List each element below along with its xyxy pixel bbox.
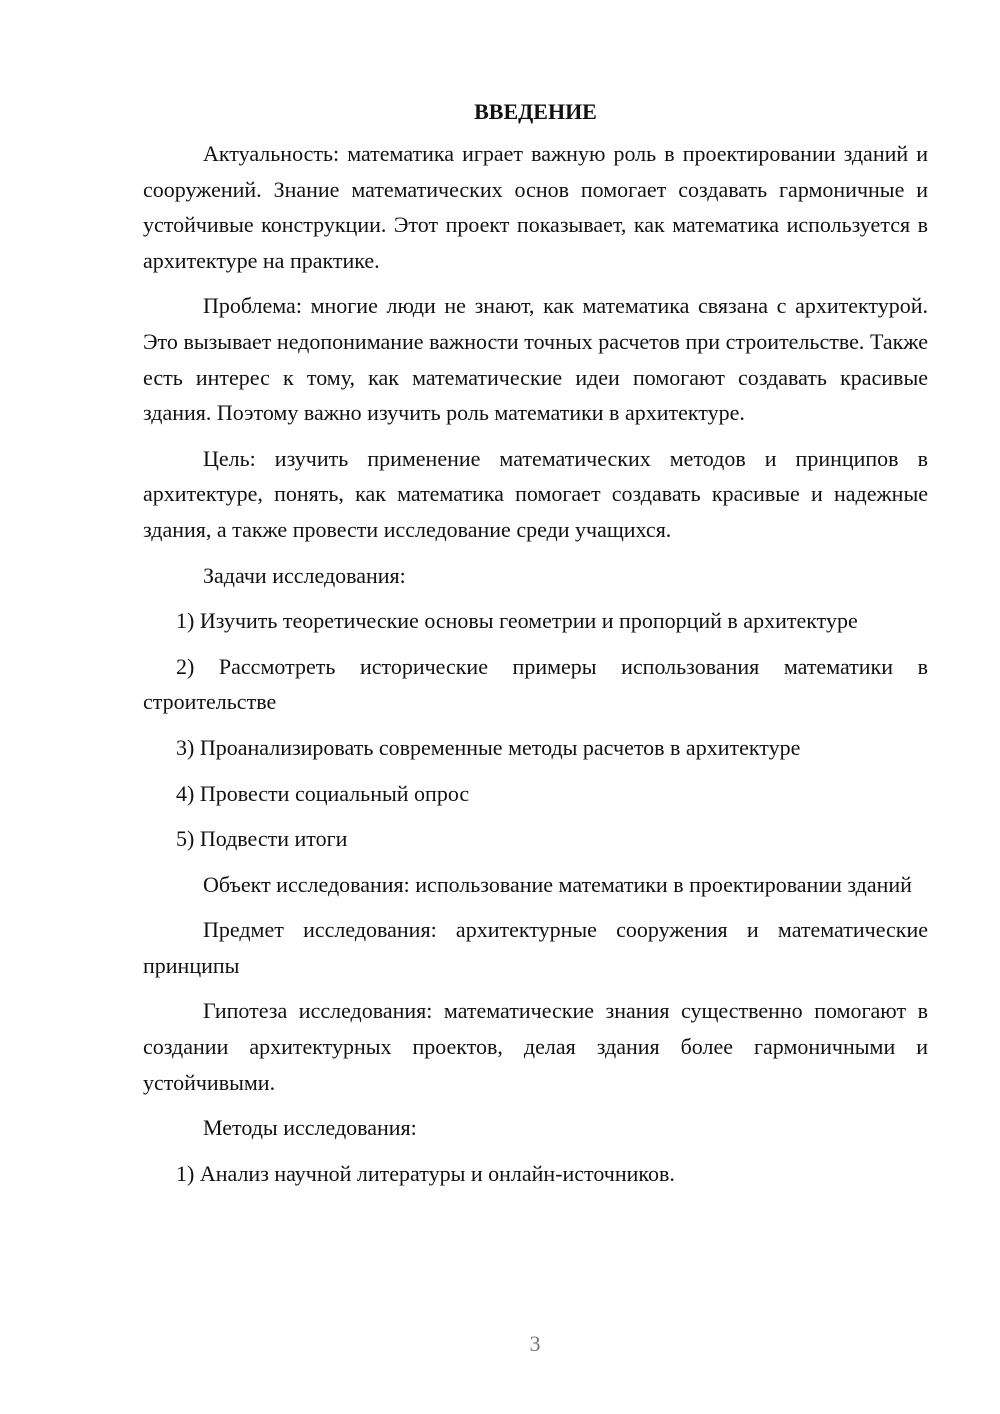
paragraph-object: Объект исследования: использование математики в проектировании зданий <box>203 871 912 897</box>
method-item-1: 1) Анализ научной литературы и онлайн-источников. <box>176 1160 675 1186</box>
task-item-4: 4) Провести социальный опрос <box>176 780 470 806</box>
page-number: 3 <box>529 1331 541 1356</box>
methods-heading: Методы исследования: <box>203 1115 417 1141</box>
document-page <box>143 96 928 1201</box>
task-item-5: 5) Подвести итоги <box>176 826 348 852</box>
tasks-heading: Задачи исследования: <box>203 562 406 588</box>
section-heading: ВВЕДЕНИЕ <box>474 99 597 124</box>
paragraph-hypothesis: Гипотеза исследования: математические знания существенно помогают в создании архитектурных проектов, делая здания более гармоничными и устойчивыми. <box>143 998 928 1095</box>
paragraph-problem: Проблема: многие люди не знают, как математика связана с архитектурой. Это вызывает недопонимание важности точных расчетов при строительстве. Также есть интерес к тому, как математические идеи помогают создавать красивые здания. Поэтому важно изучить роль математики в архитектуре. <box>143 293 928 426</box>
paragraph-relevance: Актуальность: математика играет важную роль в проектировании зданий и сооружений. Знание математических основ помогает создавать гармоничные и устойчивые конструкции. Этот проект показывает, как математика используется в архитектуре на практике. <box>143 141 928 273</box>
task-item-2: 2) Рассмотреть исторические примеры использования математики в строительстве <box>143 653 928 715</box>
task-item-1: 1) Изучить теоретические основы геометрии и пропорций в архитектуре <box>176 608 858 634</box>
paragraph-subject: Предмет исследования: архитектурные сооружения и математические принципы <box>143 917 928 978</box>
task-item-3: 3) Проанализировать современные методы расчетов в архитектуре <box>176 734 801 760</box>
paragraph-goal: Цель: изучить применение математических методов и принципов в архитектуре, понять, как математика помогает создавать красивые и надежные здания, а также провести исследование среди учащихся. <box>143 445 928 542</box>
